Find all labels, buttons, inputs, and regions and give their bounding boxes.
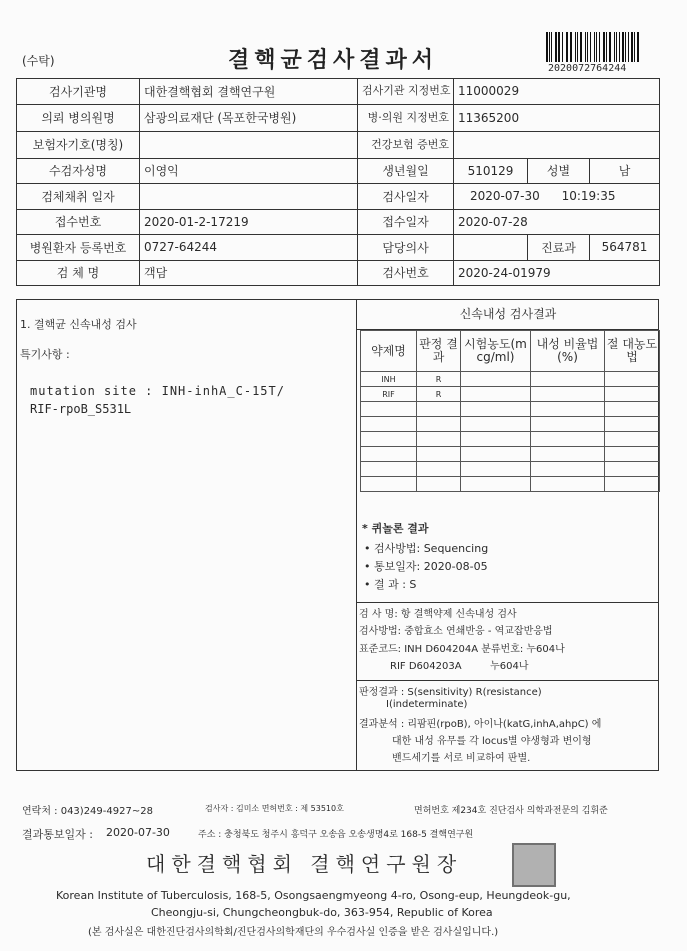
barcode-bar	[590, 32, 592, 62]
org-name: 대한결핵협회 결핵연구원장	[146, 852, 463, 876]
barcode-bar	[555, 32, 557, 62]
hospital-value: 삼광의료재단 (목포한국병원)	[140, 104, 358, 131]
barcode-bar	[619, 32, 620, 62]
barcode-bar	[549, 32, 550, 62]
test-method: 검사방법: 중합효소 연쇄반응 - 역교잡반응법	[359, 626, 553, 637]
sex-label: 성별	[528, 158, 590, 184]
table-row	[361, 387, 660, 402]
dob-label: 생년월일	[358, 158, 454, 184]
result-cell: R	[417, 387, 461, 402]
doctor-label: 담당의사	[358, 235, 454, 261]
hosp-code-value: 11365200	[454, 104, 660, 131]
collect-label: 검체채취 일자	[17, 184, 140, 210]
hosp-code-label: 병·의원 지정번호	[367, 110, 449, 124]
reg-no-label: 병원환자 등록번호	[17, 235, 140, 261]
barcode-bar	[634, 32, 635, 62]
dept-label: 진료과	[528, 235, 590, 261]
reg-no-value: 0727-64244	[140, 235, 358, 261]
test-date-label: 검사일자	[358, 184, 454, 210]
inst-code-value: 11000029	[454, 79, 660, 105]
barcode-bar	[637, 32, 639, 62]
barcode-bar	[603, 32, 605, 62]
separator	[357, 680, 659, 681]
table-row	[361, 402, 660, 417]
barcode-bar	[596, 32, 597, 62]
test-no-label: 검사번호	[358, 260, 454, 286]
barcode-bar	[585, 32, 586, 62]
judge-line-2: I(indeterminate)	[386, 699, 468, 710]
test-name: 검 사 명: 항 결핵약제 신속내성 검사	[359, 609, 517, 620]
remarks-label: 특기사항 :	[20, 348, 70, 361]
insured-value	[140, 131, 358, 158]
dob-value: 510129	[454, 158, 528, 184]
separator	[357, 602, 659, 603]
mutation-line-1: mutation site : INH-inhA_C-15T/	[30, 384, 285, 398]
barcode-bar	[580, 32, 582, 62]
notify-date: 2020-07-30	[106, 826, 170, 839]
test-time-value: 10:19:35	[561, 189, 616, 204]
insurance-no-value	[454, 131, 660, 158]
document-title: 결핵균검사결과서	[228, 47, 439, 73]
table-row	[361, 477, 660, 492]
patient-info-table	[16, 78, 660, 286]
col-judge: 판정 결과	[417, 331, 461, 372]
table-row	[361, 447, 660, 462]
test-date-value: 2020-07-30	[470, 189, 540, 204]
specimen-label: 검 체 명	[17, 260, 140, 286]
table-row	[361, 417, 660, 432]
address-kr: 주소 : 충청북도 청주시 흥덕구 오송읍 오송생명4로 168-5 결핵연구원	[198, 830, 474, 840]
table-row	[361, 372, 660, 387]
receipt-date-label: 접수일자	[358, 209, 454, 235]
test-no-value: 2020-24-01979	[454, 260, 660, 286]
analysis-line-3: 밴드세기를 서로 비교하여 판별.	[392, 753, 531, 764]
barcode-bar	[570, 32, 572, 62]
susceptibility-table	[360, 330, 660, 492]
barcode-bar	[546, 32, 548, 62]
barcode-bar	[562, 32, 563, 62]
institution-value: 대한결핵협회 결핵연구원	[140, 79, 358, 105]
insured-label: 보험자기호(명칭)	[17, 131, 140, 158]
result-cell: R	[417, 372, 461, 387]
barcode-bar	[575, 32, 577, 62]
fq-result: • 결 과 : S	[364, 578, 417, 591]
table-row	[361, 432, 660, 447]
col-drug: 약제명	[361, 331, 417, 372]
barcode-bar	[616, 32, 617, 62]
barcode-bar	[567, 32, 568, 62]
barcode-bar	[566, 32, 567, 62]
collect-value	[140, 184, 358, 210]
col-ratio: 내성 비율법(%)	[531, 331, 605, 372]
hospital-label: 의뢰 병의원명	[17, 104, 140, 131]
license: 면허번호 제234호 진단검사 의학과전문의 김휘준	[414, 806, 608, 816]
receipt-no-label: 접수번호	[17, 209, 140, 235]
examiner: 검사자 : 김미소 면허번호 : 제 53510호	[205, 804, 344, 813]
barcode-bar	[631, 32, 633, 62]
barcode-bar	[558, 32, 560, 62]
analysis-line-2: 대한 내성 유무를 각 locus별 야생형과 변이형	[392, 736, 592, 747]
barcode-bar	[577, 32, 578, 62]
barcode-number: 2020072764244	[548, 63, 627, 74]
judge-line-1: 판정결과 : S(sensitivity) R(resistance)	[359, 687, 542, 698]
mutation-line-2: RIF-rpoB_S531L	[30, 402, 132, 416]
barcode-bar	[606, 32, 607, 62]
barcode-bar	[551, 32, 552, 62]
std-code: 표준코드: INH D604204A 분류번호: 누604나	[359, 644, 565, 655]
barcode-bar	[609, 32, 611, 62]
drug-cell: RIF	[361, 387, 417, 402]
address-en-1: Korean Institute of Tuberculosis, 168-5, Osongsaengmyeong 4-ro, Osong-eup, Heungdeok-gu,	[56, 889, 571, 902]
fq-date: • 통보일자: 2020-08-05	[364, 560, 488, 573]
barcode-bar	[594, 32, 595, 62]
divider	[356, 299, 357, 771]
barcode-bar	[599, 32, 601, 62]
receipt-no-value: 2020-01-2-17219	[140, 209, 358, 235]
test-item: 1. 결핵균 신속내성 검사	[20, 318, 137, 331]
barcode-bar	[622, 32, 624, 62]
barcode	[546, 32, 642, 62]
barcode-bar	[625, 32, 626, 62]
specimen-value: 객담	[140, 260, 358, 286]
barcode-bar	[587, 32, 588, 62]
certification: (본 검사실은 대한진단검사의학회/진단검사의학재단의 우수검사실 인증을 받은 검사실입니다.)	[88, 927, 499, 938]
std-code-2: RIF D604203A 누604나	[390, 661, 529, 672]
insurance-no-label: 건강보험 증번호	[371, 137, 449, 151]
receipt-label: (수탁)	[22, 54, 55, 68]
fq-method: • 검사방법: Sequencing	[364, 542, 489, 555]
patient-label: 수검자성명	[17, 158, 140, 184]
notify-label: 결과통보일자 :	[22, 828, 93, 841]
contact: 연락처 : 043)249-4927~28	[22, 806, 153, 817]
official-seal	[512, 843, 556, 887]
dept-value: 564781	[590, 235, 660, 261]
analysis-line-1: 결과분석 : 리팜핀(rpoB), 아이나(katG,inhA,ahpC) 에	[359, 719, 602, 730]
sex-value: 남	[590, 158, 660, 184]
institution-label: 검사기관명	[17, 79, 140, 105]
inst-code-label: 검사기관 지정번호	[362, 84, 451, 98]
barcode-bar	[614, 32, 615, 62]
panel-title: 신속내성 검사결과	[357, 299, 659, 330]
fq-title: * 퀴놀론 결과	[362, 522, 429, 535]
table-row	[361, 462, 660, 477]
doctor-value	[454, 235, 528, 261]
address-en-2: Cheongju-si, Chungcheongbuk-do, 363-954, Republic of Korea	[151, 906, 493, 919]
receipt-date-value: 2020-07-28	[454, 209, 660, 235]
drug-cell: INH	[361, 372, 417, 387]
patient-value: 이영익	[140, 158, 358, 184]
col-abs: 절 대농도 법	[605, 331, 660, 372]
col-conc: 시험농도(m cg/ml)	[461, 331, 531, 372]
barcode-bar	[628, 32, 629, 62]
